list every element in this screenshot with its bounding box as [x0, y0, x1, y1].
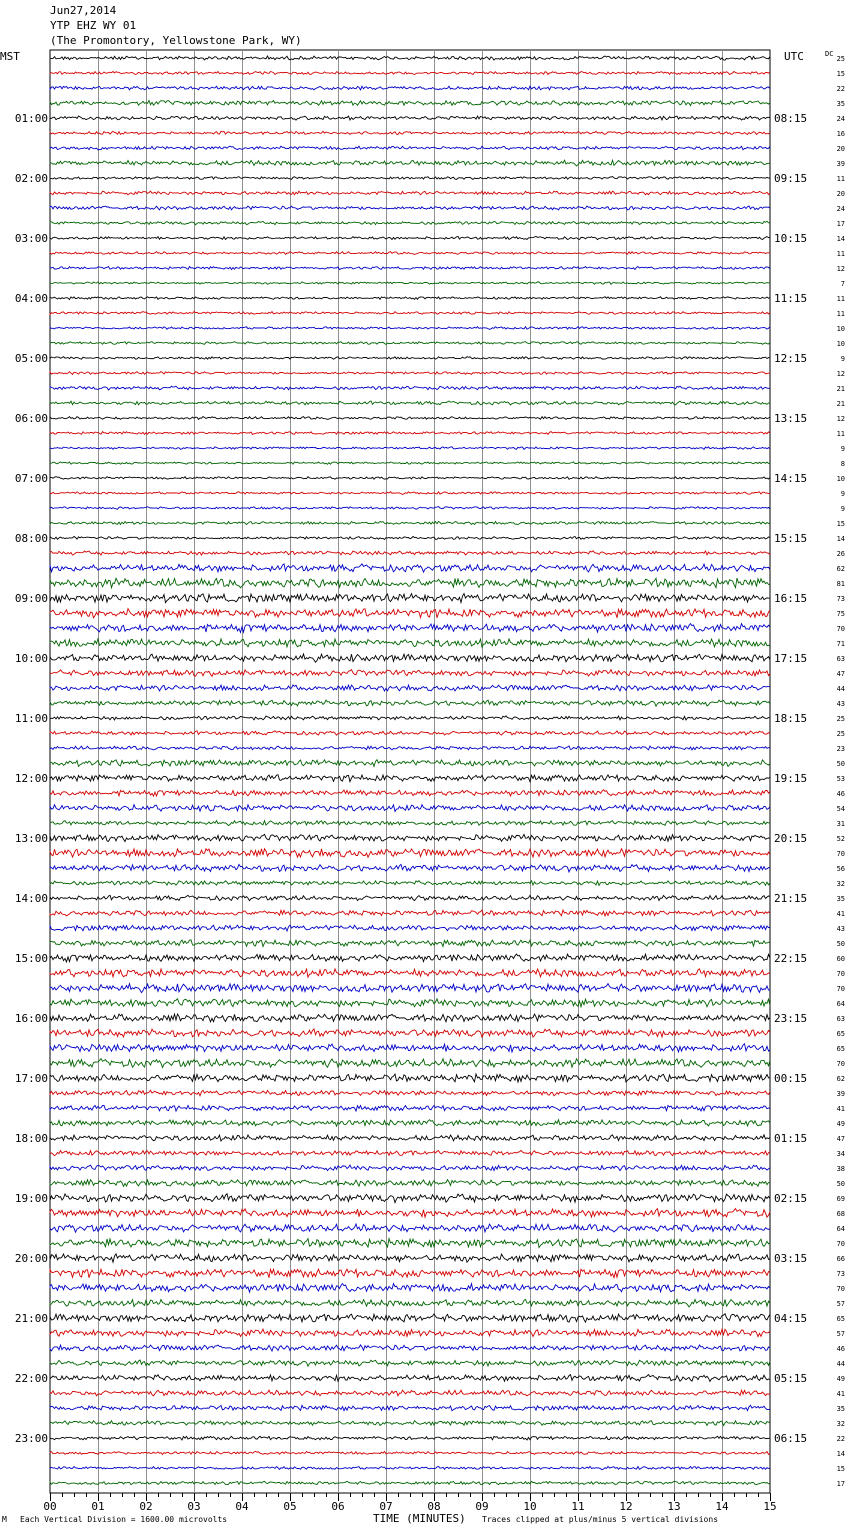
dc-offset-value: 12: [836, 415, 845, 423]
dc-offset-value: 68: [836, 1210, 845, 1218]
dc-offset-value: 75: [836, 610, 845, 618]
x-tick-label: 15: [763, 1500, 777, 1513]
dc-offset-value: 11: [836, 295, 845, 303]
dc-offset-value: 47: [836, 670, 845, 678]
trace-line: [50, 1269, 770, 1278]
dc-offset-value: 11: [836, 310, 845, 318]
trace-line: [50, 1044, 770, 1052]
dc-offset-value: 81: [836, 580, 845, 588]
dc-offset-value: 66: [836, 1255, 845, 1263]
trace-line: [50, 177, 770, 180]
mst-hour-label: 19:00: [14, 1192, 48, 1205]
utc-hour-label: 16:15: [774, 592, 808, 605]
mst-hour-label: 21:00: [14, 1312, 48, 1325]
mst-hour-label: 18:00: [14, 1132, 48, 1145]
mst-hour-label: 04:00: [14, 292, 48, 305]
dc-offset-value: 24: [836, 205, 845, 213]
header-location: (The Promontory, Yellowstone Park, WY): [50, 34, 302, 47]
trace-line: [50, 834, 770, 841]
dc-offset-value: 14: [836, 1450, 845, 1458]
trace-line: [50, 297, 770, 300]
x-tick-label: 01: [91, 1500, 105, 1513]
trace-line: [50, 1481, 770, 1485]
trace-line: [50, 1239, 770, 1248]
dc-offset-value: 44: [836, 1360, 845, 1368]
dc-offset-value: 63: [836, 1015, 845, 1023]
dc-offset-value: 26: [836, 550, 845, 558]
trace-line: [50, 1360, 770, 1366]
dc-offset-value: 17: [836, 1480, 845, 1488]
dc-offset-value: 21: [836, 385, 845, 393]
trace-line: [50, 1120, 770, 1126]
trace-line: [50, 954, 770, 962]
trace-line: [50, 160, 770, 166]
trace-line: [50, 864, 770, 872]
dc-offset-value: 12: [836, 370, 845, 378]
trace-line: [50, 578, 770, 588]
trace-line: [50, 206, 770, 210]
trace-line: [50, 267, 770, 270]
dc-offset-value: 11: [836, 250, 845, 258]
dc-offset-value: 70: [836, 970, 845, 978]
dc-offset-value: 39: [836, 160, 845, 168]
trace-line: [50, 1421, 770, 1426]
dc-offset-value: 8: [840, 460, 845, 468]
utc-hour-label: 20:15: [774, 832, 808, 845]
dc-offset-value: 35: [836, 1405, 845, 1413]
dc-offset-value: 17: [836, 220, 845, 228]
trace-line: [50, 775, 770, 782]
dc-offset-value: 32: [836, 1420, 845, 1428]
dc-offset-value: 60: [836, 955, 845, 963]
dc-offset-value: 70: [836, 1060, 845, 1068]
trace-line: [50, 1299, 770, 1307]
dc-offset-value: 49: [836, 1120, 845, 1128]
dc-offset-value: 70: [836, 1240, 845, 1248]
trace-line: [50, 609, 770, 618]
trace-line: [50, 1345, 770, 1351]
trace-line: [50, 1405, 770, 1410]
trace-line: [50, 1224, 770, 1232]
trace-line: [50, 131, 770, 134]
trace-line: [50, 849, 770, 858]
scale-note: Each Vertical Division = 1600.00 microvolts: [20, 1515, 228, 1524]
mst-hour-label: 06:00: [14, 412, 48, 425]
trace-line: [50, 191, 770, 195]
dc-offset-value: 10: [836, 325, 845, 333]
dc-offset-value: 41: [836, 910, 845, 918]
trace-line: [50, 746, 770, 750]
utc-hour-label: 03:15: [774, 1252, 808, 1265]
dc-offset-value: 9: [840, 505, 845, 513]
dc-offset-value: 62: [836, 1075, 845, 1083]
mst-hour-label: 16:00: [14, 1012, 48, 1025]
mst-hour-label: 09:00: [14, 592, 48, 605]
utc-hour-label: 02:15: [774, 1192, 808, 1205]
x-tick-label: 13: [667, 1500, 681, 1513]
trace-line: [50, 56, 770, 60]
trace-line: [50, 342, 770, 345]
dc-offset-value: 53: [836, 775, 845, 783]
x-tick-label: 10: [523, 1500, 537, 1513]
trace-line: [50, 564, 770, 572]
dc-offset-value: 9: [840, 490, 845, 498]
trace-line: [50, 1105, 770, 1111]
dc-offset-value: 34: [836, 1150, 845, 1158]
trace-line: [50, 86, 770, 90]
trace-line: [50, 700, 770, 706]
utc-hour-label: 12:15: [774, 352, 808, 365]
utc-hour-label: 14:15: [774, 472, 808, 485]
dc-offset-value: 32: [836, 880, 845, 888]
dc-offset-value: 63: [836, 655, 845, 663]
utc-axis-label: UTC: [784, 50, 804, 63]
dc-offset-value: 57: [836, 1330, 845, 1338]
dc-offset-value: 70: [836, 1285, 845, 1293]
dc-offset-value: 11: [836, 430, 845, 438]
trace-line: [50, 685, 770, 691]
x-tick-label: 06: [331, 1500, 345, 1513]
x-tick-label: 00: [43, 1500, 57, 1513]
dc-offset-value: 39: [836, 1090, 845, 1098]
dc-offset-value: 15: [836, 520, 845, 528]
dc-offset-value: 46: [836, 1345, 845, 1353]
dc-offset-value: 10: [836, 475, 845, 483]
trace-line: [50, 282, 770, 284]
trace-line: [50, 1466, 770, 1469]
x-axis-title: TIME (MINUTES): [373, 1512, 466, 1525]
dc-offset-value: 35: [836, 895, 845, 903]
trace-line: [50, 716, 770, 720]
utc-hour-label: 06:15: [774, 1432, 808, 1445]
mst-hour-label: 12:00: [14, 772, 48, 785]
mst-hour-label: 02:00: [14, 172, 48, 185]
mst-hour-label: 23:00: [14, 1432, 48, 1445]
dc-offset-value: 25: [836, 715, 845, 723]
dc-offset-value: 44: [836, 685, 845, 693]
dc-offset-value: 73: [836, 1270, 845, 1278]
corner-mark: M: [2, 1515, 7, 1524]
trace-line: [50, 881, 770, 886]
x-tick-label: 09: [475, 1500, 489, 1513]
dc-offset-value: 41: [836, 1390, 845, 1398]
trace-line: [50, 1209, 770, 1218]
trace-line: [50, 925, 770, 931]
dc-offset-value: 12: [836, 265, 845, 273]
trace-line: [50, 805, 770, 812]
dc-offset-value: 9: [840, 445, 845, 453]
dc-offset-value: 64: [836, 1225, 845, 1233]
x-tick-label: 08: [427, 1500, 441, 1513]
trace-line: [50, 895, 770, 900]
dc-offset-value: 10: [836, 340, 845, 348]
dc-offset-value: 54: [836, 805, 845, 813]
x-tick-label: 11: [571, 1500, 585, 1513]
trace-line: [50, 999, 770, 1007]
trace-line: [50, 327, 770, 330]
trace-line: [50, 670, 770, 677]
dc-offset-value: 70: [836, 850, 845, 858]
utc-hour-label: 08:15: [774, 112, 808, 125]
trace-line: [50, 1059, 770, 1068]
utc-hour-label: 04:15: [774, 1312, 808, 1325]
dc-offset-value: 65: [836, 1315, 845, 1323]
trace-line: [50, 1284, 770, 1293]
trace-line: [50, 1314, 770, 1323]
trace-line: [50, 146, 770, 150]
dc-offset-value: 9: [840, 355, 845, 363]
mst-hour-label: 11:00: [14, 712, 48, 725]
utc-hour-label: 21:15: [774, 892, 808, 905]
trace-line: [50, 1090, 770, 1096]
dc-offset-value: 11: [836, 175, 845, 183]
dc-offset-value: 47: [836, 1135, 845, 1143]
dc-offset-value: 15: [836, 70, 845, 78]
utc-hour-label: 19:15: [774, 772, 808, 785]
trace-line: [50, 969, 770, 977]
utc-hour-label: 17:15: [774, 652, 808, 665]
dc-offset-value: 35: [836, 100, 845, 108]
trace-line: [50, 477, 770, 480]
utc-hour-label: 23:15: [774, 1012, 808, 1025]
dc-offset-value: 21: [836, 400, 845, 408]
trace-line: [50, 357, 770, 360]
utc-hour-label: 15:15: [774, 532, 808, 545]
dc-offset-value: 64: [836, 1000, 845, 1008]
trace-line: [50, 1180, 770, 1187]
trace-line: [50, 72, 770, 75]
dc-offset-value: 65: [836, 1045, 845, 1053]
mst-hour-label: 14:00: [14, 892, 48, 905]
x-tick-label: 02: [139, 1500, 153, 1513]
trace-line: [50, 654, 770, 662]
x-tick-label: 04: [235, 1500, 249, 1513]
trace-line: [50, 537, 770, 540]
utc-hour-label: 18:15: [774, 712, 808, 725]
trace-line: [50, 1150, 770, 1155]
utc-hour-label: 10:15: [774, 232, 808, 245]
trace-line: [50, 1451, 770, 1454]
x-tick-label: 12: [619, 1500, 633, 1513]
mst-hour-label: 20:00: [14, 1252, 48, 1265]
trace-line: [50, 910, 770, 916]
dc-offset-value: 20: [836, 190, 845, 198]
mst-axis-label: MST: [0, 50, 20, 63]
dc-offset-value: 46: [836, 790, 845, 798]
trace-line: [50, 1194, 770, 1203]
mst-hour-label: 13:00: [14, 832, 48, 845]
mst-hour-label: 15:00: [14, 952, 48, 965]
dc-offset-value: 56: [836, 865, 845, 873]
trace-line: [50, 1029, 770, 1037]
dc-offset-value: 65: [836, 1030, 845, 1038]
trace-line: [50, 760, 770, 767]
mst-hour-label: 03:00: [14, 232, 48, 245]
dc-offset-value: 31: [836, 820, 845, 828]
dc-offset-value: 14: [836, 535, 845, 543]
trace-line: [50, 432, 770, 435]
utc-hour-label: 22:15: [774, 952, 808, 965]
trace-line: [50, 551, 770, 555]
utc-hour-label: 01:15: [774, 1132, 808, 1145]
dc-offset-value: 38: [836, 1165, 845, 1173]
dc-offset-value: 73: [836, 595, 845, 603]
mst-hour-label: 07:00: [14, 472, 48, 485]
trace-line: [50, 1074, 770, 1082]
dc-offset-value: 52: [836, 835, 845, 843]
header-date: Jun27,2014: [50, 4, 117, 17]
mst-hour-label: 05:00: [14, 352, 48, 365]
utc-hour-label: 09:15: [774, 172, 808, 185]
trace-line: [50, 447, 770, 450]
dc-offset-value: 41: [836, 1105, 845, 1113]
trace-line: [50, 372, 770, 375]
x-tick-label: 14: [715, 1500, 729, 1513]
trace-line: [50, 386, 770, 390]
mst-hour-label: 08:00: [14, 532, 48, 545]
trace-line: [50, 312, 770, 315]
dc-offset-value: 24: [836, 115, 845, 123]
dc-offset-value: 43: [836, 925, 845, 933]
dc-offset-value: 57: [836, 1300, 845, 1308]
trace-line: [50, 1254, 770, 1262]
mst-hour-label: 10:00: [14, 652, 48, 665]
utc-hour-label: 13:15: [774, 412, 808, 425]
trace-line: [50, 639, 770, 648]
dc-offset-value: 22: [836, 1435, 845, 1443]
trace-line: [50, 417, 770, 420]
dc-offset-value: 62: [836, 565, 845, 573]
dc-offset-value: 49: [836, 1375, 845, 1383]
x-tick-label: 07: [379, 1500, 393, 1513]
dc-offset-value: 23: [836, 745, 845, 753]
trace-line: [50, 731, 770, 735]
dc-offset-value: 70: [836, 985, 845, 993]
x-tick-label: 03: [187, 1500, 201, 1513]
trace-line: [50, 1014, 770, 1022]
dc-offset-value: 22: [836, 85, 845, 93]
trace-line: [50, 236, 770, 239]
dc-offset-value: 43: [836, 700, 845, 708]
plot-frame: [50, 50, 770, 1493]
dc-offset-value: 50: [836, 1180, 845, 1188]
dc-offset-value: 16: [836, 130, 845, 138]
dc-offset-value: 25: [836, 55, 845, 63]
dc-offset-value: 7: [840, 280, 845, 288]
trace-line: [50, 401, 770, 405]
trace-line: [50, 252, 770, 255]
dc-offset-value: 69: [836, 1195, 845, 1203]
utc-hour-label: 11:15: [774, 292, 808, 305]
dc-offset-value: 50: [836, 760, 845, 768]
trace-line: [50, 624, 770, 633]
trace-line: [50, 492, 770, 495]
trace-line: [50, 1329, 770, 1337]
utc-hour-label: 00:15: [774, 1072, 808, 1085]
x-tick-label: 05: [283, 1500, 297, 1513]
mst-hour-label: 17:00: [14, 1072, 48, 1085]
mst-hour-label: 01:00: [14, 112, 48, 125]
trace-line: [50, 940, 770, 947]
trace-line: [50, 594, 770, 603]
dc-offset-value: 14: [836, 235, 845, 243]
trace-line: [50, 462, 770, 464]
utc-hour-label: 05:15: [774, 1372, 808, 1385]
trace-line: [50, 116, 770, 120]
dc-offset-value: 15: [836, 1465, 845, 1473]
trace-line: [50, 522, 770, 525]
dc-offset-value: 25: [836, 730, 845, 738]
trace-line: [50, 1436, 770, 1440]
dc-offset-value: 71: [836, 640, 845, 648]
dc-label: DC: [825, 50, 834, 58]
trace-line: [50, 1390, 770, 1396]
mst-hour-label: 22:00: [14, 1372, 48, 1385]
trace-line: [50, 101, 770, 106]
trace-line: [50, 790, 770, 796]
dc-offset-value: 20: [836, 145, 845, 153]
trace-line: [50, 507, 770, 510]
trace-line: [50, 1135, 770, 1141]
trace-line: [50, 1165, 770, 1171]
dc-offset-value: 50: [836, 940, 845, 948]
clip-note: Traces clipped at plus/minus 5 vertical divisions: [482, 1515, 719, 1524]
trace-line: [50, 984, 770, 993]
trace-line: [50, 221, 770, 225]
dc-offset-value: 70: [836, 625, 845, 633]
trace-line: [50, 1375, 770, 1382]
header-station: YTP EHZ WY 01: [50, 19, 137, 32]
trace-line: [50, 821, 770, 826]
